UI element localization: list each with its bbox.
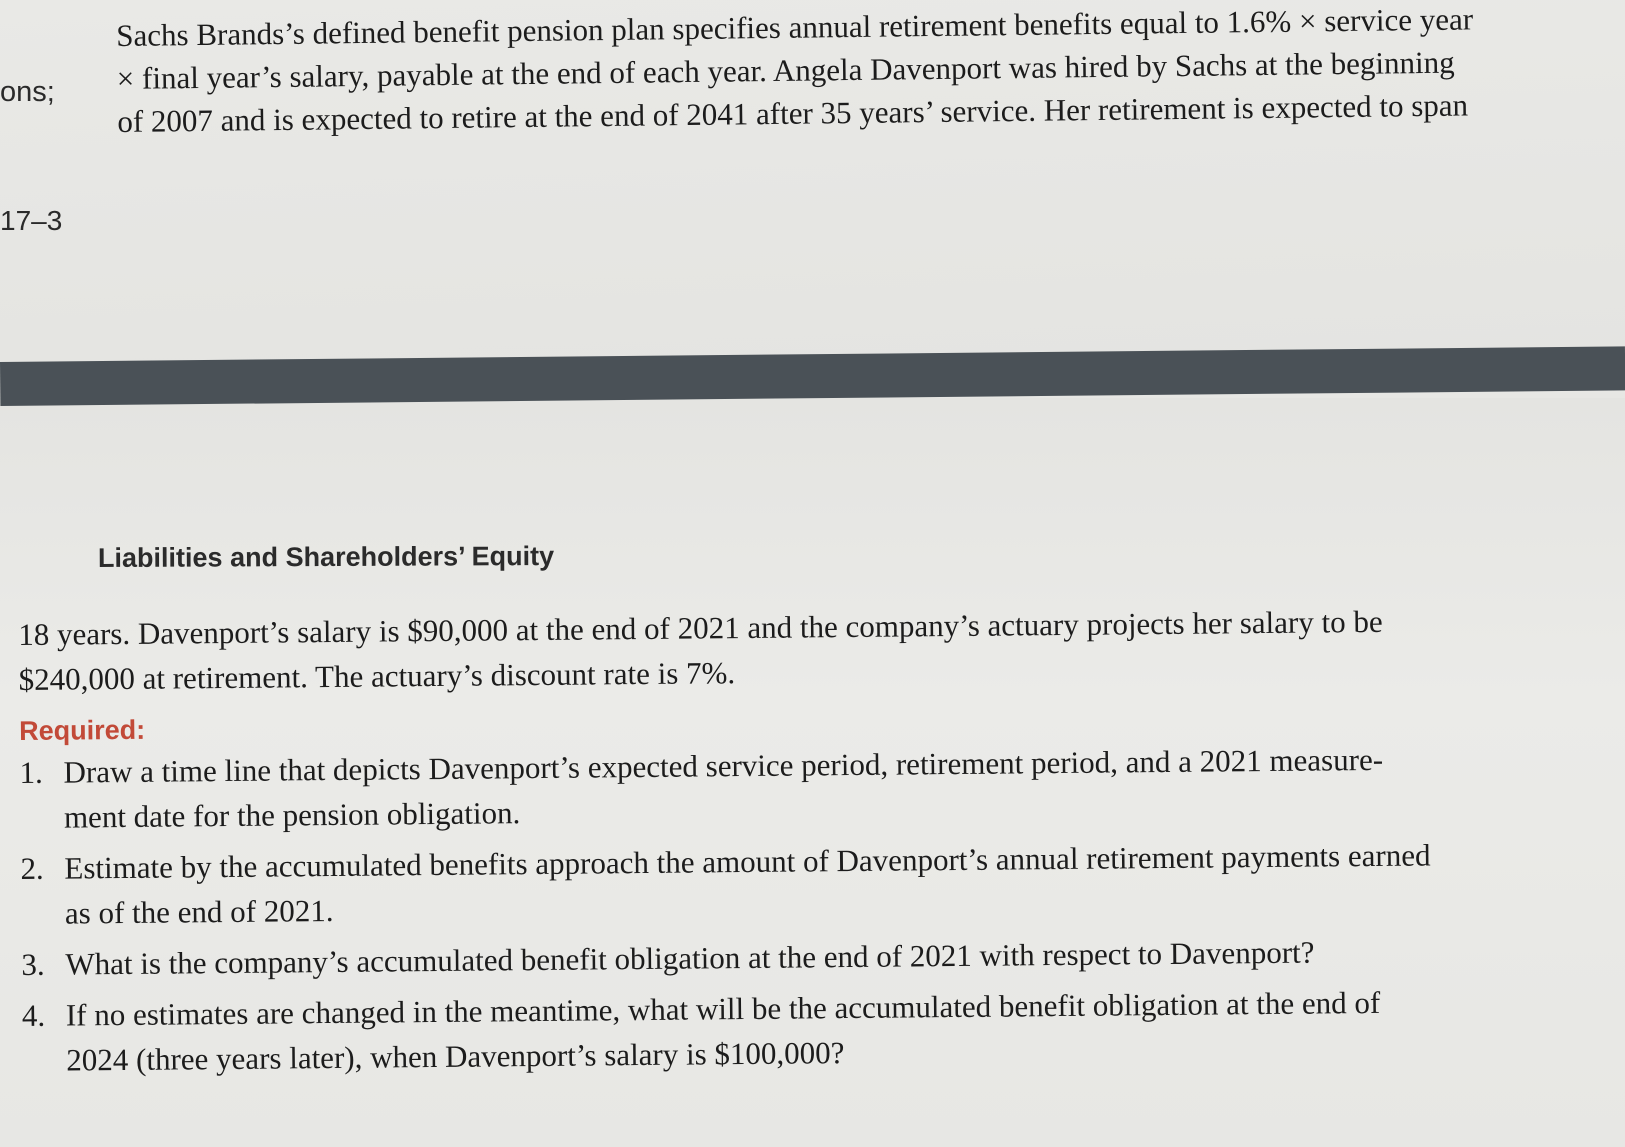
problem-body [18, 597, 1602, 1083]
requirement-number: 4. [21, 997, 46, 1033]
requirement-line: If no estimates are changed in the meantime, what will be the accumulated benefit obligation at the end of [65, 984, 1381, 1033]
requirement-line: 2024 (three years later), when Davenport’s salary is $100,000? [66, 1035, 845, 1078]
requirement-number: 3. [21, 946, 45, 982]
requirement-line: Estimate by the accumulated benefits approach the amount of Davenport’s annual retirement payments earned [64, 837, 1431, 886]
margin-text-fragment: ons; [0, 76, 55, 108]
required-label: Required: [18, 714, 146, 746]
top-paragraph [116, 0, 1625, 143]
body-paragraph [18, 597, 1599, 702]
requirement-line: What is the company’s accumulated benefit obligation at the end of 2021 with respect to Davenport? [65, 934, 1315, 982]
top-paragraph-line: of 2007 and is expected to retire at the end of 2041 after 35 years’ service. Her retirement is expected to span [117, 87, 1469, 139]
requirement-number: 1. [19, 754, 43, 790]
body-paragraph-line: 18 years. Davenport’s salary is $90,000 at the end of 2021 and the company’s actuary projects her salary to be [18, 603, 1383, 652]
requirement-number: 2. [20, 850, 44, 886]
requirement-item-4 [22, 978, 1603, 1083]
requirement-line: Draw a time line that depicts Davenport’s expected service period, retirement period, and a 2021 measure- [63, 741, 1384, 790]
requirement-item-2 [20, 831, 1601, 936]
requirement-line: as of the end of 2021. [64, 892, 334, 931]
top-paragraph-line: × final year’s salary, payable at the end of each year. Angela Davenport was hired by Sachs at the beginning [116, 44, 1455, 96]
top-paragraph-line: Sachs Brands’s defined benefit pension plan specifies annual retirement benefits equal to 1.6% × service year [116, 1, 1474, 53]
problem-number: 17–3 [0, 205, 63, 236]
body-paragraph-line: $240,000 at retirement. The actuary’s discount rate is 7%. [18, 655, 736, 697]
requirement-item-1 [19, 735, 1600, 840]
section-title: Liabilities and Shareholders’ Equity [97, 541, 555, 573]
requirement-line: ment date for the pension obligation. [63, 795, 521, 835]
